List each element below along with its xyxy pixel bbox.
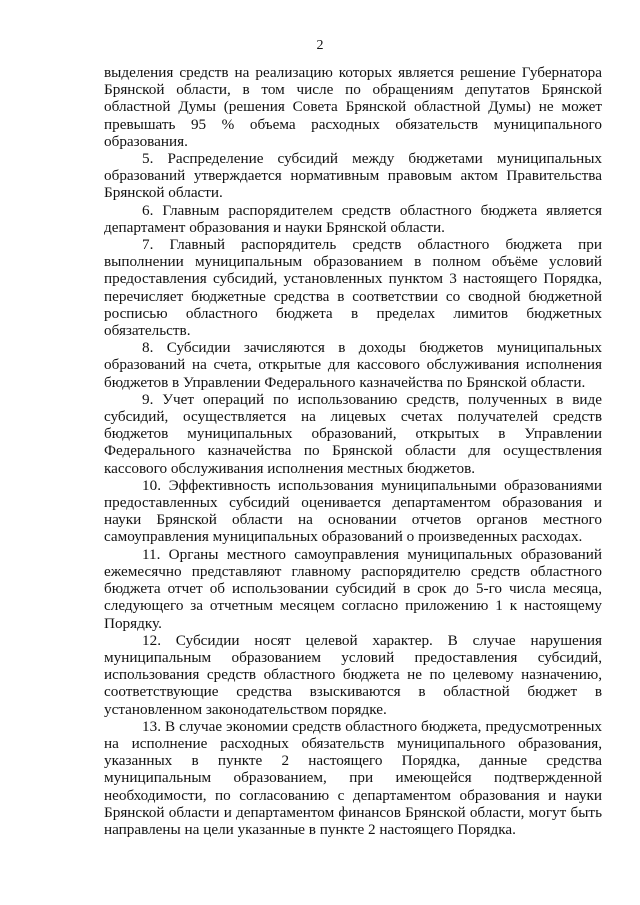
paragraph-13: 13. В случае экономии средств областного бюджета, предусмотренных на исполнение расходных обязательств муниципального образования, указанных в пункте 2 настоящего Порядка, данные средства муниципальным образованием, при имеющейся подтвержденной необходимости, по согласованию с департаментом образования и науки Брянской области и департаментом финансов Брянской области, могут быть направлены на цели указанные в пункте 2 настоящего Порядка.	[104, 717, 602, 838]
paragraph-7: 7. Главный распорядитель средств областного бюджета при выполнении муниципальным образованием в полном объёме условий предоставления субсидий, установленных пунктом 3 настоящего Порядка, перечисляет бюджетные средства в соответствии со сводной бюджетной росписью областного бюджета в пределах лимитов бюджетных обязательств.	[104, 236, 602, 340]
paragraph-10: 10. Эффективность использования муниципальными образованиями предоставленных субсидий оценивается департаментом образования и науки Брянской области на основании отчетов органов местного самоуправления муниципальных образований о произведенных расходах.	[104, 476, 602, 546]
paragraph-6: 6. Главным распорядителем средств областного бюджета является департамент образования и науки Брянской области.	[104, 201, 602, 236]
page-number: 2	[316, 38, 324, 53]
paragraph-continuation: выделения средств на реализацию которых является решение Губернатора Брянской области, в том числе по обращениям депутатов Брянской областной Думы (решения Совета Брянской областной Думы) не может превышать 95 % объема расходных обязательств муниципального образования.	[104, 64, 602, 150]
document-body	[104, 64, 602, 838]
paragraph-8: 8. Субсидии зачисляются в доходы бюджетов муниципальных образований на счета, открытые для кассового обслуживания исполнения бюджетов в Управлении Федерального казначейства по Брянской области.	[104, 339, 602, 391]
paragraph-9: 9. Учет операций по использованию средств, полученных в виде субсидий, осуществляется на лицевых счетах получателей средств бюджетов муниципальных образований, открытых в Управлении Федерального казначейства по Брянской области для осуществления кассового обслуживания исполнения местных бюджетов.	[104, 390, 602, 477]
paragraph-5: 5. Распределение субсидий между бюджетами муниципальных образований утверждается нормативным правовым актом Правительства Брянской области.	[104, 150, 602, 202]
paragraph-11: 11. Органы местного самоуправления муниципальных образований ежемесячно представляют главному распорядителю средств областного бюджета отчет об использовании субсидий в срок до 5-го числа месяца, следующего за отчетным месяцем согласно приложению 1 к настоящему Порядку.	[104, 545, 602, 632]
paragraph-12: 12. Субсидии носят целевой характер. В случае нарушения муниципальным образованием условий предоставления субсидий, использования средств областного бюджета не по целевому назначению, соответствующие средства взыскиваются в областной бюджет в установленном законодательством порядке.	[104, 631, 602, 718]
